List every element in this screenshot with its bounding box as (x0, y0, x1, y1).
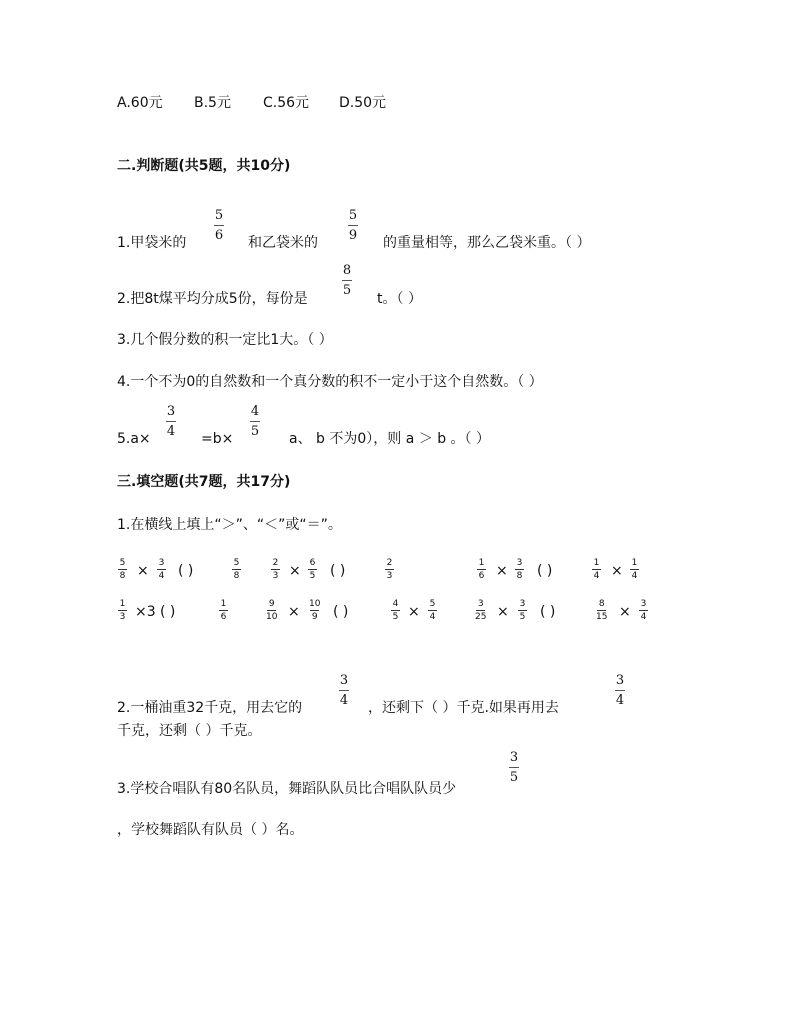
s2-q2-text-b: t。（ ） (377, 291, 422, 307)
s2-q1-fraction-2: 5 9 (348, 208, 358, 243)
option-b: B.5元 (194, 95, 231, 111)
section2-title: 二.判断题(共5题，共10分) (117, 158, 291, 174)
times-whole: ×3 (135, 604, 156, 620)
answer-blank[interactable]: ( ) (333, 604, 349, 620)
fraction: 1 4 (631, 558, 638, 581)
s3-q2-fraction-2: 3 4 (615, 673, 625, 708)
s2-q4: 4.一个不为0的自然数和一个真分数的积不一定小于这个自然数。（ ） (117, 374, 543, 390)
s2-q5-text-a: 5.a× (117, 431, 151, 447)
s2-q2-text-a: 2.把8t煤平均分成5份，每份是 (117, 291, 308, 307)
fraction: 2 3 (272, 558, 279, 581)
s3-q3-fraction: 3 5 (509, 750, 519, 785)
fraction: 1 4 (593, 558, 600, 581)
times-sign: × (289, 563, 301, 579)
s2-q5-fraction-1: 3 4 (166, 404, 176, 439)
times-sign: × (496, 563, 508, 579)
section3-title: 三.填空题(共7题，共17分) (117, 474, 291, 490)
times-sign: × (619, 604, 631, 620)
s2-q1-text-c: 的重量相等，那么乙袋米重。（ ） (383, 235, 591, 251)
fraction: 3 5 (519, 599, 526, 622)
fraction: 8 15 (596, 599, 608, 622)
times-sign: × (137, 563, 149, 579)
s3-q3-text-b: ，学校舞蹈队有队员（ ）名。 (117, 822, 304, 838)
s2-q5-text-b: =b× (201, 431, 234, 447)
answer-blank[interactable]: ( ) (537, 563, 553, 579)
s2-q1-text-b: 和乙袋米的 (248, 235, 318, 251)
s3-q2-text-b: ，还剩下（ ）千克.如果再用去 (368, 700, 559, 716)
s3-q2-text-c: 千克，还剩（ ）千克。 (117, 723, 262, 739)
answer-blank[interactable]: ( ) (160, 604, 176, 620)
fraction: 5 8 (119, 558, 126, 581)
answer-blank[interactable]: ( ) (178, 563, 194, 579)
fraction: 9 10 (266, 599, 278, 622)
s2-q5-fraction-2: 4 5 (250, 404, 260, 439)
times-sign: × (611, 563, 623, 579)
fraction: 1 6 (220, 599, 227, 622)
fraction: 1 3 (119, 599, 126, 622)
option-a: A.60元 (117, 95, 163, 111)
times-sign: × (288, 604, 300, 620)
fraction: 5 4 (429, 599, 436, 622)
fraction: 4 5 (392, 599, 399, 622)
fraction: 3 4 (640, 599, 647, 622)
fraction: 3 4 (158, 558, 165, 581)
s2-q1-text-a: 1.甲袋米的 (117, 235, 187, 251)
option-d: D.50元 (339, 95, 387, 111)
times-sign: × (408, 604, 420, 620)
answer-blank[interactable]: ( ) (540, 604, 556, 620)
fraction: 5 8 (233, 558, 240, 581)
s2-q2-fraction: 8 5 (342, 263, 352, 298)
s2-q5-text-c: a、 b 不为0），则 a ＞ b 。（ ） (289, 431, 490, 447)
s2-q3: 3.几个假分数的积一定比1大。（ ） (117, 332, 333, 348)
s3-q3-text-a: 3.学校合唱队有80名队员，舞蹈队队员比合唱队队员少 (117, 781, 457, 797)
fraction: 3 25 (475, 599, 487, 622)
fraction: 2 3 (386, 558, 393, 581)
answer-blank[interactable]: ( ) (330, 563, 346, 579)
fraction: 1 6 (478, 558, 485, 581)
fraction: 3 8 (516, 558, 523, 581)
fraction: 6 5 (309, 558, 316, 581)
times-sign: × (497, 604, 509, 620)
fraction: 10 9 (309, 599, 321, 622)
s3-q1-text: 1.在横线上填上“＞”、“＜”或“＝”。 (117, 517, 342, 533)
s2-q1-fraction-1: 5 6 (214, 208, 224, 243)
option-c: C.56元 (263, 95, 310, 111)
s3-q2-fraction-1: 3 4 (339, 673, 349, 708)
s3-q2-text-a: 2.一桶油重32千克，用去它的 (117, 700, 303, 716)
